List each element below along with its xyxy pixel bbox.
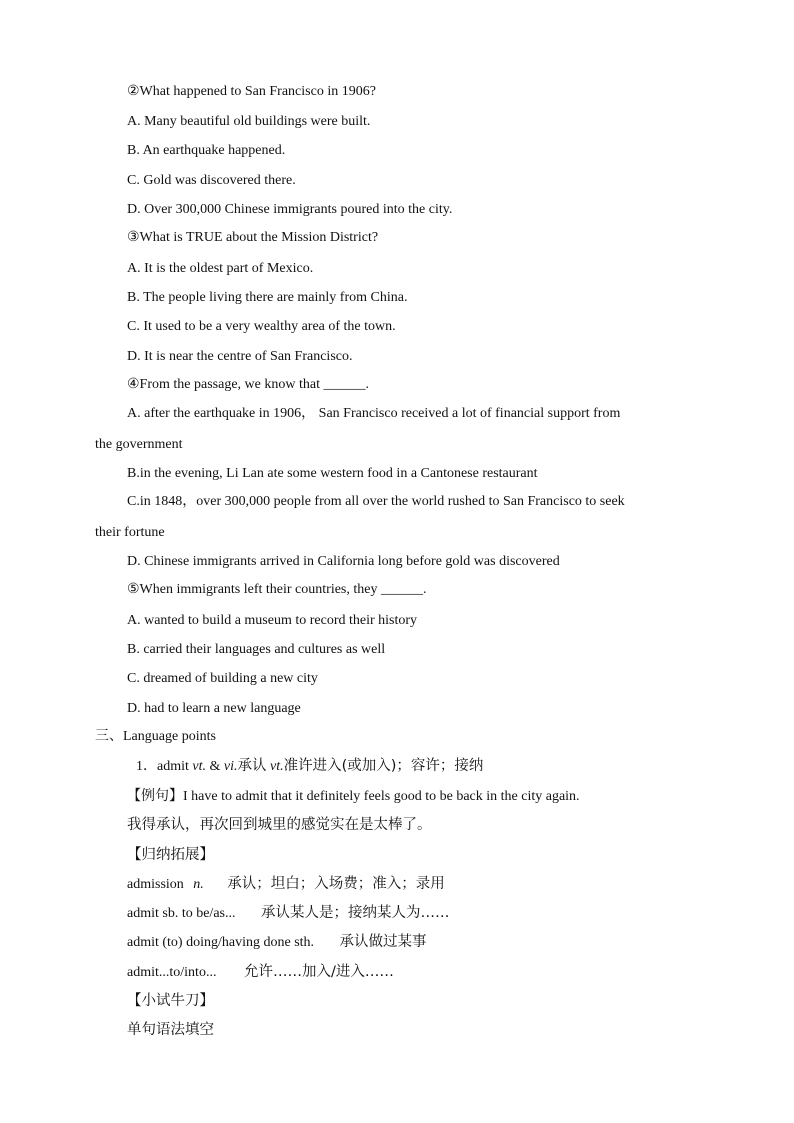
q4-option-c-line1: C.in 1848，over 300,000 people from all over the world rushed to San Francisco to seek — [127, 494, 625, 509]
exp1-word: admission — [127, 877, 184, 892]
q5-option-b: B. carried their languages and cultures as well — [127, 642, 386, 657]
q3-option-d: D. It is near the centre of San Francisco. — [127, 349, 353, 364]
definition-2: 准许进入(或加入)；容许；接纳 — [283, 758, 484, 774]
vocab-item-admit — [136, 756, 483, 777]
q3-option-a: A. It is the oldest part of Mexico. — [127, 261, 314, 276]
pos-vt: vt. — [192, 759, 206, 774]
expansion-row-1 — [127, 874, 445, 895]
headword: admit — [157, 759, 189, 774]
expand-label: 【归纳拓展】 — [127, 847, 214, 863]
q2-option-c: C. Gold was discovered there. — [127, 173, 296, 188]
exp4-phrase: admit...to/into... — [127, 965, 217, 980]
section-heading: 三、Language points — [95, 729, 216, 744]
pos-vi: vi. — [223, 759, 238, 774]
item-number: 1． — [136, 759, 157, 774]
q3-stem: ③What is TRUE about the Mission District? — [127, 230, 379, 245]
exp4-meaning: 允许……加入/进入…… — [243, 964, 394, 980]
q4-option-a-line2: the government — [95, 437, 183, 452]
expansion-row-4 — [127, 962, 394, 983]
pos-vt-2: vt. — [270, 759, 284, 774]
exp3-phrase: admit (to) doing/having done sth. — [127, 935, 315, 950]
example-english: I have to admit that it definitely feels good to be back in the city again. — [183, 789, 580, 804]
expansion-row-3 — [127, 932, 427, 953]
q2-option-a: A. Many beautiful old buildings were built. — [127, 114, 371, 129]
example-label: 【例句】 — [127, 788, 183, 804]
expansion-row-2 — [127, 903, 450, 924]
exp2-meaning: 承认某人是；接纳某人为…… — [261, 905, 450, 921]
q2-option-d: D. Over 300,000 Chinese immigrants poured into the city. — [127, 202, 453, 217]
q2-option-b: B. An earthquake happened. — [127, 143, 286, 158]
ampersand: & — [209, 759, 221, 774]
q4-option-b: B.in the evening, Li Lan ate some western food in a Cantonese restaurant — [127, 466, 538, 481]
q5-option-d: D. had to learn a new language — [127, 701, 301, 716]
q5-option-c: C. dreamed of building a new city — [127, 671, 318, 686]
q5-stem: ⑤When immigrants left their countries, they ______. — [127, 582, 427, 597]
q4-option-a-line1: A. after the earthquake in 1906， San Francisco received a lot of financial support from — [127, 406, 621, 421]
practice-label: 【小试牛刀】 — [127, 993, 214, 1009]
q2-stem: ②What happened to San Francisco in 1906? — [127, 84, 376, 99]
practice-subtitle: 单句语法填空 — [127, 1022, 214, 1038]
q4-option-c-line2: their fortune — [95, 525, 165, 540]
example-line — [127, 786, 580, 807]
exp2-phrase: admit sb. to be/as... — [127, 906, 236, 921]
exp1-meaning: 承认；坦白；入场费；准入；录用 — [227, 876, 445, 892]
q4-stem: ④From the passage, we know that ______. — [127, 377, 369, 392]
q3-option-c: C. It used to be a very wealthy area of the town. — [127, 319, 396, 334]
q3-option-b: B. The people living there are mainly from China. — [127, 290, 408, 305]
q5-option-a: A. wanted to build a museum to record their history — [127, 613, 418, 628]
definition-1: 承认 — [237, 758, 267, 774]
example-chinese: 我得承认，再次回到城里的感觉实在是太棒了。 — [127, 817, 432, 833]
q4-option-d: D. Chinese immigrants arrived in California long before gold was discovered — [127, 554, 560, 569]
exp3-meaning: 承认做过某事 — [339, 934, 427, 950]
exp1-pos: n. — [193, 877, 204, 892]
